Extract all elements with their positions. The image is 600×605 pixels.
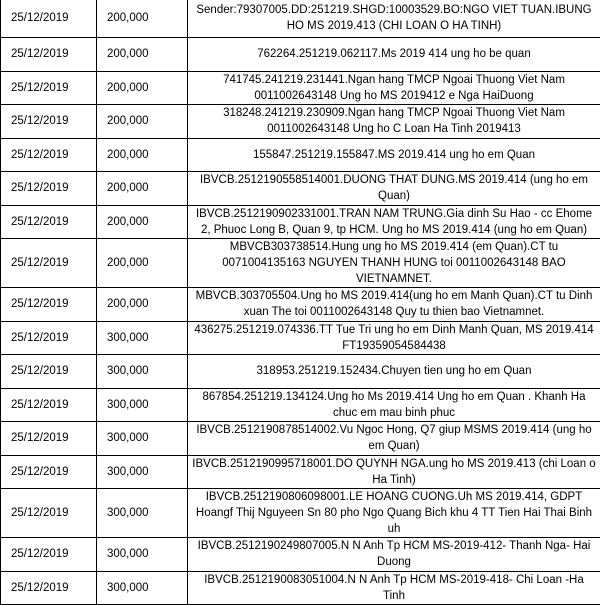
amount-cell: 200,000 — [97, 205, 188, 239]
table-row — [1, 138, 600, 172]
date-cell: 25/12/2019 — [1, 105, 97, 139]
amount-cell: 200,000 — [97, 288, 188, 322]
date-cell: 25/12/2019 — [1, 172, 97, 206]
table-row — [1, 172, 600, 206]
date-cell: 25/12/2019 — [1, 138, 97, 172]
table-row — [1, 239, 600, 288]
description-cell: 762264.251219.062117.Ms 2019 414 ung ho be quan — [188, 38, 600, 72]
date-cell: 25/12/2019 — [1, 571, 97, 605]
amount-cell: 300,000 — [97, 321, 188, 355]
description-cell: MBVCB.303705504.Ung ho MS 2019.414(ung ho em Manh Quan).CT tu Dinh xuan The toi 0011002643148 Quy tu thien bao Vietnamnet. — [188, 288, 600, 322]
amount-cell: 200,000 — [97, 138, 188, 172]
description-cell: 318248.241219.230909.Ngan hang TMCP Ngoai Thuong Viet Nam 0011002643148 Ung ho C Loan Ha Tinh 2019413 — [188, 105, 600, 139]
description-cell: IBVCB.2512190902331001.TRAN NAM TRUNG.Gia dinh Su Hao - cc Ehome 2, Phuoc Long B, Quan 9, tp HCM. Ung ho MS 2019.414 (ung ho em Quan) — [188, 205, 600, 239]
table-row — [1, 205, 600, 239]
date-cell: 25/12/2019 — [1, 422, 97, 456]
date-cell: 25/12/2019 — [1, 538, 97, 572]
description-cell: IBVCB.2512190249807005.N N Anh Tp HCM MS-2019-412- Thanh Nga- Hai Duong — [188, 538, 600, 572]
description-cell: IBVCB.2512190083051004.N N Anh Tp HCM MS-2019-418- Chi Loan -Ha Tinh — [188, 571, 600, 605]
amount-cell: 300,000 — [97, 489, 188, 538]
description-cell: IBVCB.2512190806098001.LE HOANG CUONG.Uh MS 2019.414, GDPT Hoangf Thij Nguyeen Sn 80 pho Ngo Quang Bich khu 4 TT Tien Hai Thai Binh uh — [188, 489, 600, 538]
table-row — [1, 422, 600, 456]
table-row — [1, 571, 600, 605]
description-cell: 155847.251219.155847.MS 2019.414 ung ho em Quan — [188, 138, 600, 172]
amount-cell: 200,000 — [97, 239, 188, 288]
table-row — [1, 489, 600, 538]
amount-cell: 300,000 — [97, 538, 188, 572]
amount-cell: 200,000 — [97, 0, 188, 38]
table-row — [1, 355, 600, 389]
amount-cell: 200,000 — [97, 71, 188, 105]
date-cell: 25/12/2019 — [1, 239, 97, 288]
amount-cell: 300,000 — [97, 422, 188, 456]
date-cell: 25/12/2019 — [1, 288, 97, 322]
date-cell: 25/12/2019 — [1, 0, 97, 38]
amount-cell: 300,000 — [97, 388, 188, 422]
amount-cell: 200,000 — [97, 38, 188, 72]
date-cell: 25/12/2019 — [1, 38, 97, 72]
description-cell: 436275.251219.074336.TT Tue Tri ung ho em Dinh Manh Quan, MS 2019.414 FT19359054584438 — [188, 321, 600, 355]
amount-cell: 300,000 — [97, 571, 188, 605]
amount-cell: 200,000 — [97, 105, 188, 139]
table-row — [1, 288, 600, 322]
date-cell: 25/12/2019 — [1, 321, 97, 355]
donation-table-body — [1, 0, 600, 605]
date-cell: 25/12/2019 — [1, 71, 97, 105]
description-cell: IBVCB.2512190878514002.Vu Ngoc Hong, Q7 giup MSMS 2019.414 (ung ho em Quan) — [188, 422, 600, 456]
description-cell: Sender:79307005.DD:251219.SHGD:10003529.BO:NGO VIET TUAN.IBUNG HO MS 2019.413 (CHI LOAN O HA TINH) — [188, 0, 600, 38]
description-cell: 318953.251219.152434.Chuyen tien ung ho em Quan — [188, 355, 600, 389]
table-row — [1, 38, 600, 72]
table-row — [1, 105, 600, 139]
table-row — [1, 538, 600, 572]
table-row — [1, 455, 600, 489]
amount-cell: 200,000 — [97, 172, 188, 206]
date-cell: 25/12/2019 — [1, 455, 97, 489]
description-cell: IBVCB.2512190995718001.DO QUYNH NGA.ung ho MS 2019.413 (chi Loan o Ha Tinh) — [188, 455, 600, 489]
amount-cell: 300,000 — [97, 355, 188, 389]
description-cell: 867854.251219.134124.Ung ho Ms 2019.414 Ung ho em Quan . Khanh Ha chuc em mau binh phuc — [188, 388, 600, 422]
table-row — [1, 71, 600, 105]
date-cell: 25/12/2019 — [1, 205, 97, 239]
table-row — [1, 388, 600, 422]
date-cell: 25/12/2019 — [1, 388, 97, 422]
date-cell: 25/12/2019 — [1, 489, 97, 538]
table-row — [1, 321, 600, 355]
description-cell: MBVCB303738514.Hung ung ho MS 2019.414 (em Quan).CT tu 0071004135163 NGUYEN THANH HUNG toi 0011002643148 BAO VIETNAMNET. — [188, 239, 600, 288]
amount-cell: 300,000 — [97, 455, 188, 489]
description-cell: IBVCB.2512190558514001.DUONG THAT DUNG.MS 2019.414 (ung ho em Quan) — [188, 172, 600, 206]
description-cell: 741745.241219.231441.Ngan hang TMCP Ngoai Thuong Viet Nam 0011002643148 Ung ho MS 2019412 e Nga HaiDuong — [188, 71, 600, 105]
date-cell: 25/12/2019 — [1, 355, 97, 389]
table-row — [1, 0, 600, 38]
